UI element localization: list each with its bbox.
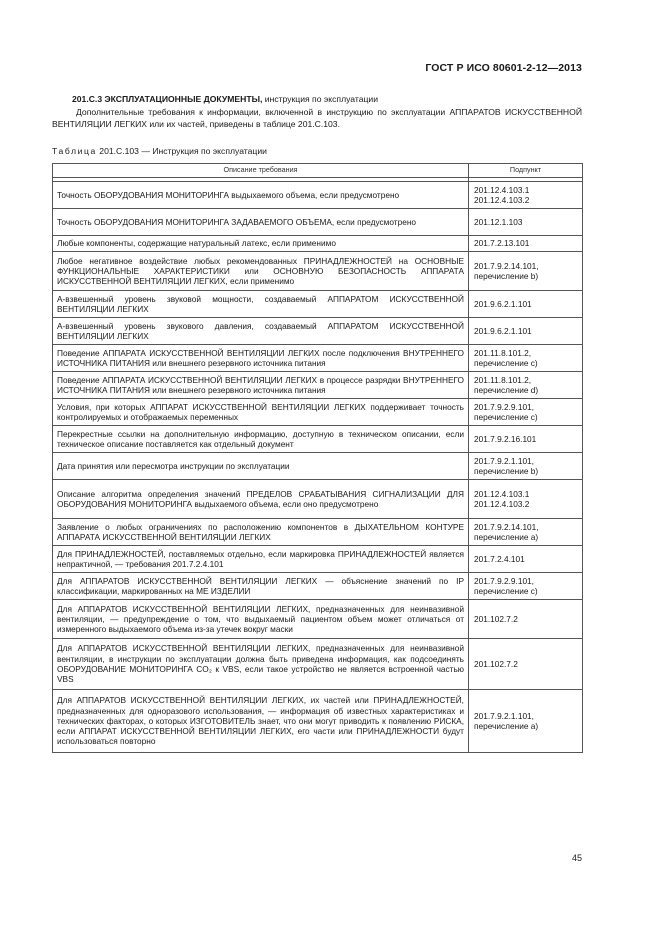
table-row	[53, 639, 583, 690]
table-caption-label: Таблица	[52, 146, 97, 156]
subclause-cell	[469, 236, 583, 252]
page-number: 45	[571, 853, 582, 863]
subclause-reference: 201.7.9.2.14.101,	[474, 260, 539, 271]
subclause-reference: 201.9.6.2.1.101	[474, 325, 532, 336]
subclause-reference: 201.7.9.2.9.101,	[474, 575, 534, 586]
subclause-reference: 201.11.8.101.2,	[474, 347, 532, 358]
table-row	[53, 690, 583, 753]
subclause-cell	[469, 690, 583, 753]
subclause-reference: 201.7.2.4.101	[474, 553, 525, 564]
requirement-description: Для АППАРАТОВ ИСКУССТВЕННОЙ ВЕНТИЛЯЦИИ ЛЕГКИХ — объяснение значений по IP классификации, маркированных на МЕ ИЗДЕЛИИ	[53, 573, 469, 600]
table-row	[53, 345, 583, 372]
subclause-reference: 201.12.1.103	[474, 216, 523, 227]
subclause-reference: 201.9.6.2.1.101	[474, 298, 532, 309]
subclause-reference: 201.7.9.2.1.101,	[474, 455, 534, 466]
document-code: ГОСТ Р ИСО 80601-2-12—2013	[425, 62, 582, 74]
subclause-reference: 201.102.7.2	[474, 658, 518, 669]
requirement-description: Точность ОБОРУДОВАНИЯ МОНИТОРИНГА выдыхаемого объема, если предусмотрено	[53, 182, 469, 209]
requirement-description: Для АППАРАТОВ ИСКУССТВЕННОЙ ВЕНТИЛЯЦИИ ЛЕГКИХ, их частей или ПРИНАДЛЕЖНОСТЕЙ, предназначенных для одноразового использования, — информация об известных характеристиках и технических факторах, о которых ИЗГОТОВИТЕЛЬ знает, что они могут приводить к появлению РИСКА, если АППАРАТ ИСКУССТВЕННОЙ ВЕНТИЛЯЦИИ ЛЕГКИХ, его части или ПРИНАДЛЕЖНОСТИ будут использоваться повторно	[53, 690, 469, 753]
table-row	[53, 252, 583, 291]
subclause-reference-secondary: 201.12.4.103.2	[474, 499, 530, 509]
column-header-subclause: Подпункт	[469, 164, 583, 178]
table-row	[53, 318, 583, 345]
column-header-description: Описание требования	[53, 164, 469, 178]
subclause-reference: 201.7.9.2.1.101,	[474, 710, 534, 721]
subclause-cell	[469, 252, 583, 291]
instructions-table	[52, 163, 583, 753]
section-number-title: 201.С.3 ЭКСПЛУАТАЦИОННЫЕ ДОКУМЕНТЫ,	[72, 94, 263, 104]
section-subtitle: инструкция по эксплуатации	[262, 94, 379, 104]
table-body	[53, 178, 583, 753]
requirement-description: Заявление о любых ограничениях по расположению компонентов в ДЫХАТЕЛЬНОМ КОНТУРЕ АППАРАТА ИСКУССТВЕННОЙ ВЕНТИЛЯЦИИ ЛЕГКИХ	[53, 519, 469, 546]
requirement-description: Перекрестные ссылки на дополнительную информацию, доступную в техническом описании, если техническое описание поставляется как отдельный документ	[53, 426, 469, 453]
requirement-description: А-взвешенный уровень звуковой мощности, создаваемый АППАРАТОМ ИСКУССТВЕННОЙ ВЕНТИЛЯЦИИ ЛЕГКИХ	[53, 291, 469, 318]
table-header-row	[53, 164, 583, 178]
table-row	[53, 182, 583, 209]
subclause-cell	[469, 182, 583, 209]
subclause-reference: 201.7.9.2.14.101,	[474, 521, 539, 532]
subclause-cell	[469, 573, 583, 600]
table-caption-text: 201.С.103 — Инструкция по эксплуатации	[96, 146, 267, 156]
table-row	[53, 453, 583, 480]
subclause-cell	[469, 345, 583, 372]
table-row	[53, 426, 583, 453]
subclause-reference: 201.102.7.2	[474, 613, 518, 624]
subclause-reference: 201.12.4.103.1	[474, 184, 530, 195]
subclause-cell	[469, 372, 583, 399]
table-row	[53, 372, 583, 399]
table-row	[53, 209, 583, 236]
requirement-description: Для АППАРАТОВ ИСКУССТВЕННОЙ ВЕНТИЛЯЦИИ ЛЕГКИХ, предназначенных для неинвазивной вентиляции, — предупреждение о том, что выдыхаемый пациентом объем может отличаться от измеренного выдыхаемого объема из-за утечек вокруг маски	[53, 600, 469, 639]
intro-text: Дополнительные требования к информации, включенной в инструкцию по эксплуатации АППАРАТОВ ИСКУССТВЕННОЙ ВЕНТИЛЯЦИИ ЛЕГКИХ или их частей, приведены в таблице 201.С.103.	[52, 107, 582, 129]
subclause-reference: 201.7.2.13.101	[474, 238, 530, 249]
requirement-description: Дата принятия или пересмотра инструкции по эксплуатации	[53, 453, 469, 480]
table-row	[53, 291, 583, 318]
subclause-cell	[469, 480, 583, 519]
requirement-description: Любое негативное воздействие любых рекомендованных ПРИНАДЛЕЖНОСТЕЙ на ОСНОВНЫЕ ФУНКЦИОНАЛЬНЫЕ ХАРАКТЕРИСТИКИ или ОСНОВНУЮ БЕЗОПАСНОСТЬ АППАРАТА ИСКУССТВЕННОЙ ВЕНТИЛЯЦИИ ЛЕГКИХ, если применимо	[53, 252, 469, 291]
table-caption	[52, 146, 267, 157]
intro-paragraph	[52, 107, 582, 130]
subclause-cell	[469, 519, 583, 546]
subclause-reference-secondary: перечисление a)	[474, 721, 539, 731]
subclause-cell	[469, 291, 583, 318]
table-row	[53, 573, 583, 600]
subclause-reference: 201.11.8.101.2,	[474, 374, 532, 385]
subclause-cell	[469, 426, 583, 453]
subclause-cell	[469, 546, 583, 573]
requirement-description: Описание алгоритма определения значений ПРЕДЕЛОВ СРАБАТЫВАНИЯ СИГНАЛИЗАЦИИ ДЛЯ ОБОРУДОВАНИЯ МОНИТОРИНГА выдыхаемого объема, если оно предусмотрено	[53, 480, 469, 519]
table-row	[53, 399, 583, 426]
subclause-cell	[469, 209, 583, 236]
subclause-reference: 201.12.4.103.1	[474, 488, 530, 499]
requirement-description: Поведение АППАРАТА ИСКУССТВЕННОЙ ВЕНТИЛЯЦИИ ЛЕГКИХ после подключения ВНУТРЕННЕГО ИСТОЧНИКА ПИТАНИЯ или внешнего резервного источника питания	[53, 345, 469, 372]
requirement-description: А-взвешенный уровень звукового давления, создаваемый АППАРАТОМ ИСКУССТВЕННОЙ ВЕНТИЛЯЦИИ ЛЕГКИХ	[53, 318, 469, 345]
table-row	[53, 546, 583, 573]
table-row	[53, 519, 583, 546]
subclause-reference-secondary: перечисление c)	[474, 586, 538, 596]
requirement-description: Поведение АППАРАТА ИСКУССТВЕННОЙ ВЕНТИЛЯЦИИ ЛЕГКИХ в процессе разрядки ВНУТРЕННЕГО ИСТОЧНИКА ПИТАНИЯ или внешнего резервного источника питания	[53, 372, 469, 399]
subclause-reference: 201.7.9.2.9.101,	[474, 401, 534, 412]
table-row	[53, 480, 583, 519]
requirement-description: Условия, при которых АППАРАТ ИСКУССТВЕННОЙ ВЕНТИЛЯЦИИ ЛЕГКИХ поддерживает точность контролируемых и отображаемых переменных	[53, 399, 469, 426]
requirement-description: Для АППАРАТОВ ИСКУССТВЕННОЙ ВЕНТИЛЯЦИИ ЛЕГКИХ, предназначенных для неинвазивной вентиляции, в инструкции по эксплуатации должна быть приведена информация, как подсоединять ОБОРУДОВАНИЕ МОНИТОРИНГА CO₂ к VBS, если такое устройство не является встроенной частью VBS	[53, 639, 469, 690]
subclause-reference-secondary: перечисление c)	[474, 412, 538, 422]
section-heading	[72, 94, 378, 105]
subclause-reference-secondary: перечисление d)	[474, 385, 539, 395]
subclause-reference-secondary: перечисление b)	[474, 466, 539, 476]
subclause-reference-secondary: перечисление a)	[474, 532, 539, 542]
subclause-cell	[469, 399, 583, 426]
table-row	[53, 236, 583, 252]
subclause-reference-secondary: 201.12.4.103.2	[474, 195, 530, 205]
table-row	[53, 600, 583, 639]
subclause-reference: 201.7.9.2.16.101	[474, 433, 537, 444]
subclause-cell	[469, 600, 583, 639]
requirement-description: Любые компоненты, содержащие натуральный латекс, если применимо	[53, 236, 469, 252]
subclause-cell	[469, 453, 583, 480]
subclause-reference-secondary: перечисление c)	[474, 358, 538, 368]
requirement-description: Точность ОБОРУДОВАНИЯ МОНИТОРИНГА ЗАДАВАЕМОГО ОБЪЕМА, если предусмотрено	[53, 209, 469, 236]
subclause-cell	[469, 639, 583, 690]
subclause-cell	[469, 318, 583, 345]
requirement-description: Для ПРИНАДЛЕЖНОСТЕЙ, поставляемых отдельно, если маркировка ПРИНАДЛЕЖНОСТЕЙ является непрактичной, — требования 201.7.2.4.101	[53, 546, 469, 573]
subclause-reference-secondary: перечисление b)	[474, 271, 539, 281]
